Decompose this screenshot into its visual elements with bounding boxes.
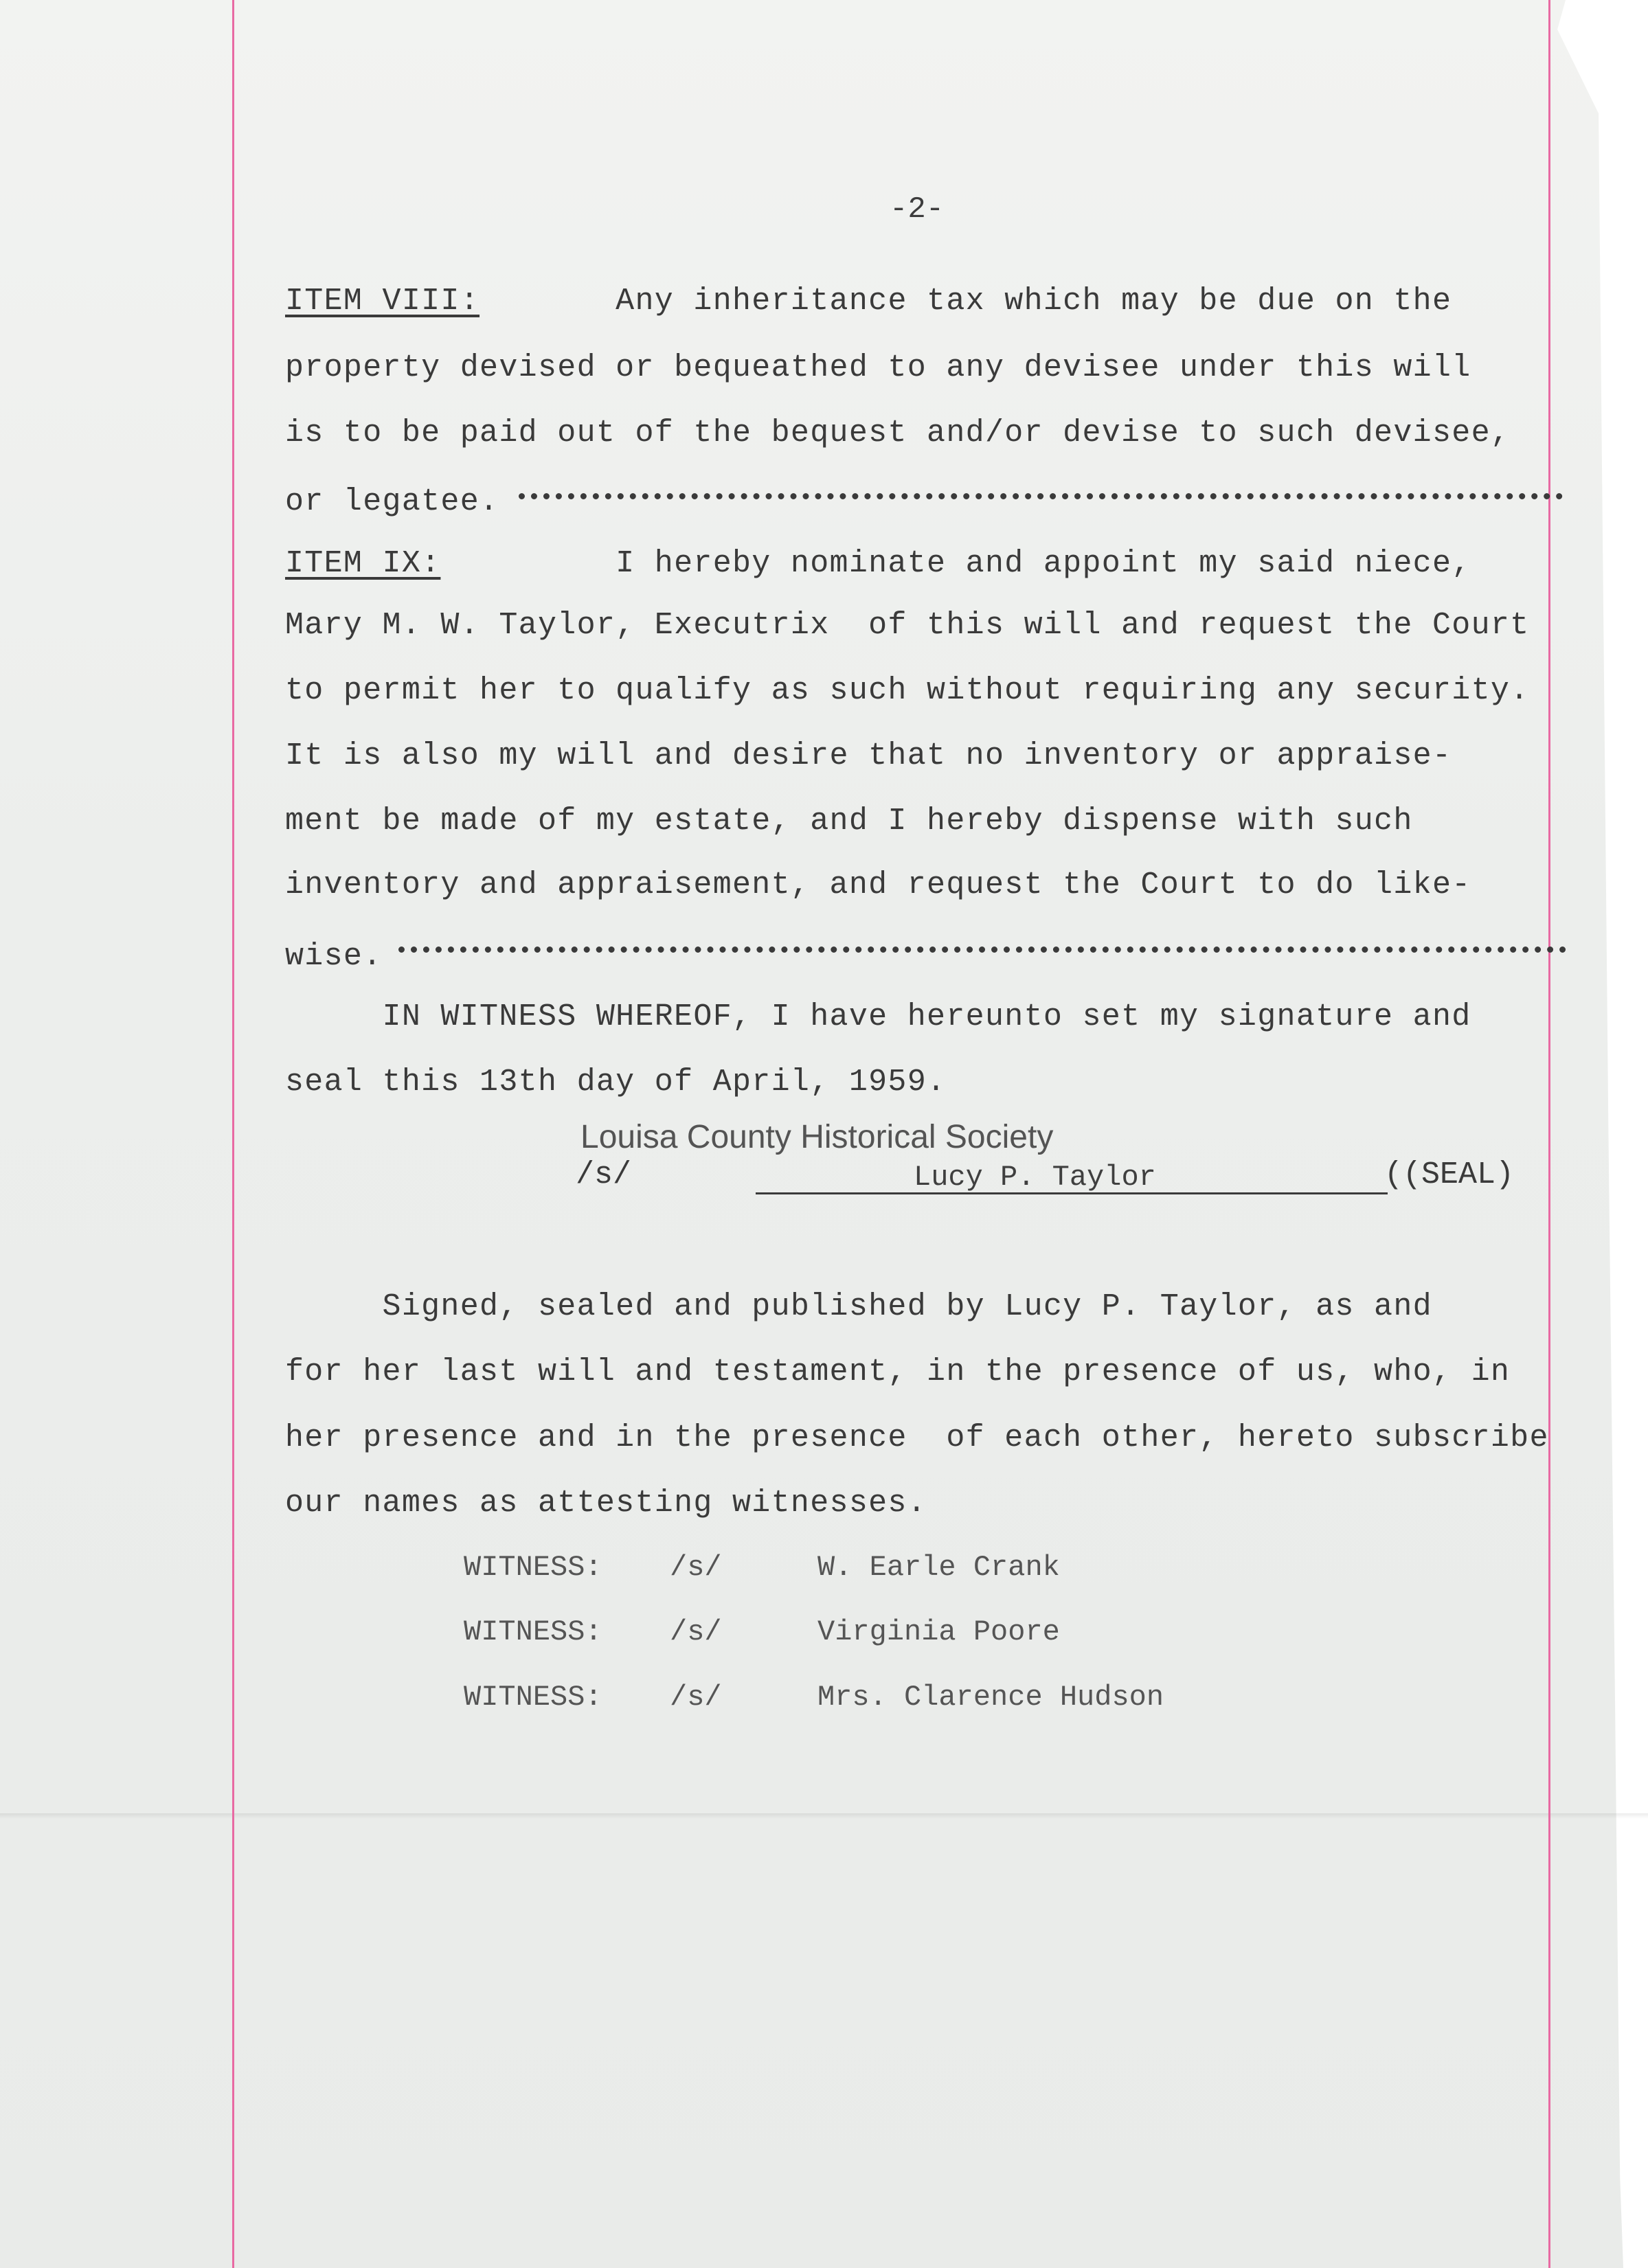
witness-label: WITNESS: — [464, 1551, 602, 1584]
witness-label: WITNESS: — [464, 1615, 602, 1648]
line-text: wise. — [285, 939, 383, 974]
item-heading: ITEM IX: — [285, 546, 441, 581]
paper-fold — [0, 1813, 1648, 1819]
dotted-fill — [398, 946, 1566, 953]
line-text: or legatee. — [285, 484, 499, 519]
left-margin-rule — [232, 0, 234, 2268]
line-text: ment be made of my estate, and I hereby dispense with such — [285, 804, 1413, 839]
witness-label: WITNESS: — [464, 1681, 602, 1714]
body-line — [285, 738, 1452, 773]
body-line — [285, 608, 1529, 643]
witness-signature-mark: /s/ — [670, 1681, 722, 1714]
body-line — [285, 416, 1510, 451]
attestation-line: our names as attesting witnesses. — [285, 1486, 927, 1521]
signature-mark: /s/ — [576, 1157, 632, 1192]
body-line — [285, 999, 1471, 1034]
attestation-line: for her last will and testament, in the presence of us, who, in — [285, 1354, 1511, 1390]
body-line — [285, 867, 1471, 903]
body-line — [285, 284, 1452, 319]
line-text: to permit her to qualify as such without requiring any security. — [285, 673, 1530, 708]
item-heading: ITEM VIII: — [285, 284, 480, 319]
body-line — [285, 804, 1413, 839]
witness-name: W. Earle Crank — [817, 1551, 1060, 1584]
watermark: Louisa County Historical Society — [580, 1119, 1054, 1155]
body-line — [285, 673, 1529, 708]
witness-name: Mrs. Clarence Hudson — [817, 1681, 1164, 1714]
line-text: IN WITNESS WHEREOF, I have hereunto set my signature and — [285, 999, 1471, 1034]
body-line — [285, 350, 1471, 385]
body-line — [285, 1065, 946, 1100]
right-margin-rule — [1548, 0, 1550, 2268]
body-line — [285, 546, 1471, 581]
witness-name: Virginia Poore — [817, 1615, 1060, 1648]
body-line — [285, 939, 383, 974]
line-text: I hereby nominate and appoint my said niece, — [440, 546, 1471, 581]
page-number: -2- — [890, 192, 945, 227]
line-text: property devised or bequeathed to any devisee under this will — [285, 350, 1471, 385]
signature-name: Lucy P. Taylor — [914, 1161, 1156, 1194]
body-line — [285, 484, 499, 519]
attestation-line: her presence and in the presence of each other, hereto subscribe — [285, 1420, 1549, 1455]
seal-label: ((SEAL) — [1384, 1157, 1515, 1192]
witness-row — [464, 1681, 1164, 1813]
line-text: Any inheritance tax which may be due on the — [479, 284, 1452, 319]
witness-signature-mark: /s/ — [670, 1615, 722, 1648]
line-text: Mary M. W. Taylor, Executrix of this will and request the Court — [285, 608, 1530, 643]
attestation-line: Signed, sealed and published by Lucy P. Taylor, as and — [285, 1289, 1432, 1324]
line-text: is to be paid out of the bequest and/or devise to such devisee, — [285, 416, 1511, 451]
line-text: It is also my will and desire that no inventory or appraise- — [285, 738, 1452, 773]
witness-signature-mark: /s/ — [670, 1551, 722, 1584]
dotted-fill — [519, 493, 1563, 499]
line-text: inventory and appraisement, and request the Court to do like- — [285, 867, 1471, 903]
line-text: seal this 13th day of April, 1959. — [285, 1065, 947, 1100]
